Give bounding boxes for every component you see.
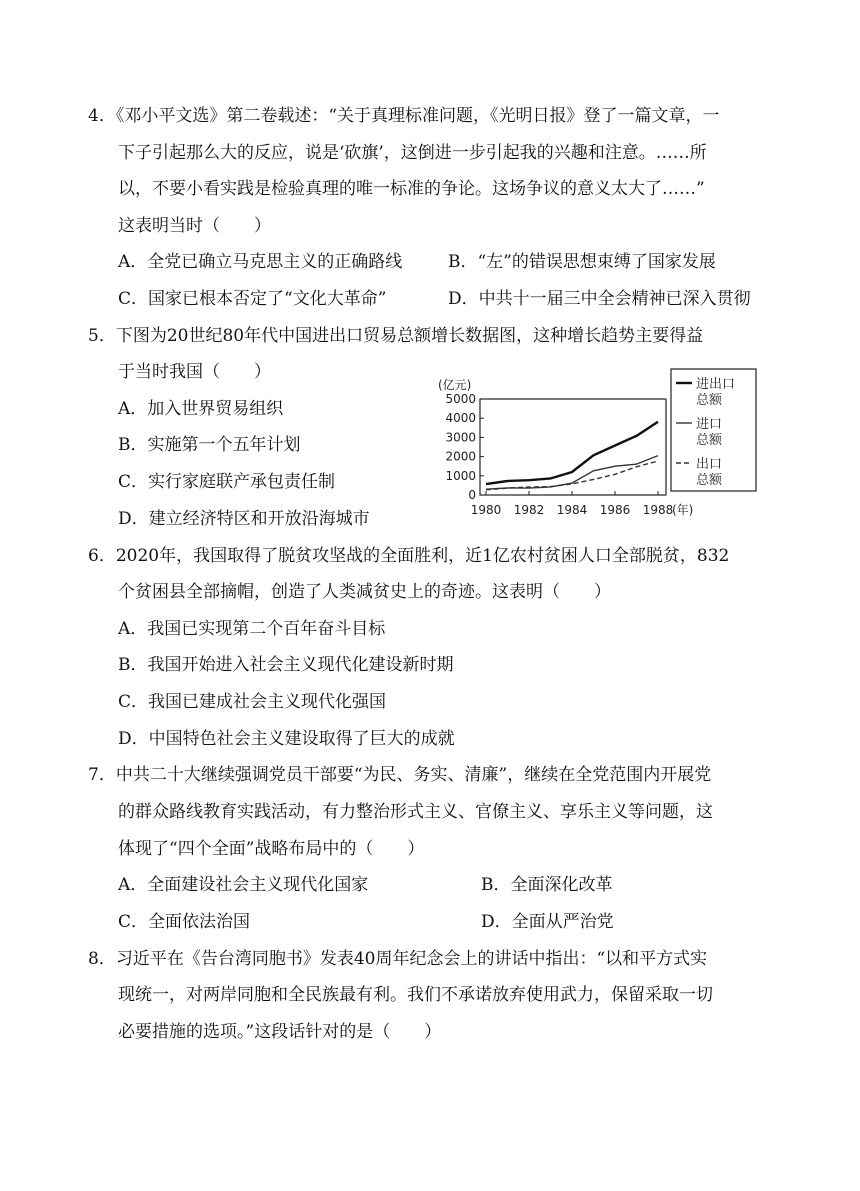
question-4-option-a: A．全党已确立马克思主义的正确路线 <box>118 252 403 272</box>
x-tick-label: 1988 <box>642 503 674 517</box>
y-tick-label: 1000 <box>445 468 476 483</box>
series-line-3 <box>486 461 658 490</box>
y-tick-label: 5000 <box>445 392 476 406</box>
question-7-line-1: 7．中共二十大继续强调党员干部要“为民、务实、清廉”，继续在全党范围内开展党 <box>88 765 712 785</box>
question-8-line-2: 现统一，对两岸同胞和全民族最有利。我们不承诺放弃使用武力，保留采取一切 <box>118 985 713 1005</box>
series-line-1 <box>486 422 658 484</box>
question-8-line-3: 必要措施的选项。”这段话针对的是（ ） <box>118 1022 442 1042</box>
legend-label-3: 总额 <box>696 473 723 488</box>
legend-label-1: 总额 <box>696 393 723 408</box>
y-tick-label: 4000 <box>445 411 476 426</box>
y-tick-label: 3000 <box>445 430 476 445</box>
trade-chart <box>418 367 758 525</box>
question-7-option-c: C．全面依法治国 <box>118 912 251 932</box>
legend-label-2: 总额 <box>696 433 723 448</box>
legend-label-2: 进口 <box>696 417 723 432</box>
question-4-line-3: 以，不要小看实践是检验真理的唯一标准的争论。这场争议的意义太大了……” <box>118 179 705 199</box>
y-axis-label: (亿元) <box>438 378 472 392</box>
question-6-option-d: D．中国特色社会主义建设取得了巨大的成就 <box>118 729 455 749</box>
question-6-option-b: B．我国开始进入社会主义现代化建设新时期 <box>118 655 454 675</box>
question-4-option-d: D．中共十一届三中全会精神已深入贯彻 <box>448 289 751 309</box>
x-tick-label: 1986 <box>599 503 631 517</box>
question-4-line-4: 这表明当时（ ） <box>118 216 271 236</box>
legend-label-1: 进出口 <box>696 377 736 392</box>
question-7-line-3: 体现了“四个全面”战略布局中的（ ） <box>118 839 425 859</box>
y-tick-label: 2000 <box>445 449 476 464</box>
question-7-option-b: B．全面深化改革 <box>481 875 613 895</box>
x-tick-label: 1980 <box>470 503 502 517</box>
question-6-line-1: 6．2020年，我国取得了脱贫攻坚战的全面胜利，近1亿农村贫困人口全部脱贫，832 <box>88 546 730 566</box>
question-6-option-a: A．我国已实现第二个百年奋斗目标 <box>118 619 386 639</box>
question-6-option-c: C．我国已建成社会主义现代化强国 <box>118 692 387 712</box>
question-5-option-b: B．实施第一个五年计划 <box>118 435 301 455</box>
question-5-option-d: D．建立经济特区和开放沿海城市 <box>118 509 370 529</box>
question-6-line-2: 个贫困县全部摘帽，创造了人类减贫史上的奇迹。这表明（ ） <box>118 582 611 602</box>
question-5-line-1: 5．下图为20世纪80年代中国进出口贸易总额增长数据图，这种增长趋势主要得益 <box>88 326 704 346</box>
question-7-line-2: 的群众路线教育实践活动，有力整治形式主义、官僚主义、享乐主义等问题，这 <box>118 802 713 822</box>
question-4-option-b: B．“左”的错误思想束缚了国家发展 <box>448 252 716 272</box>
x-tick-label: 1984 <box>556 503 588 517</box>
x-tick-label: 1982 <box>513 503 545 517</box>
question-7-option-d: D．全面从严治党 <box>481 912 614 932</box>
y-tick-label: 0 <box>468 488 476 502</box>
question-7-option-a: A．全面建设社会主义现代化国家 <box>118 875 369 895</box>
question-5-option-c: C．实行家庭联产承包责任制 <box>118 472 336 492</box>
legend-label-3: 出口 <box>696 457 723 472</box>
question-4-line-1: 4．《邓小平文选》第二卷载述：“关于真理标准问题，《光明日报》登了一篇文章，一 <box>88 106 720 126</box>
question-4-line-2: 下子引起那么大的反应，说是‘砍旗’，这倒进一步引起我的兴趣和注意。……所 <box>118 143 707 163</box>
question-5-option-a: A．加入世界贸易组织 <box>118 399 284 419</box>
question-5-line-2: 于当时我国（ ） <box>118 362 271 382</box>
question-4-option-c: C．国家已根本否定了“文化大革命” <box>118 289 387 309</box>
x-axis-label: (年) <box>672 503 694 517</box>
question-8-line-1: 8．习近平在《告台湾同胞书》发表40周年纪念会上的讲话中指出：“以和平方式实 <box>88 949 708 969</box>
